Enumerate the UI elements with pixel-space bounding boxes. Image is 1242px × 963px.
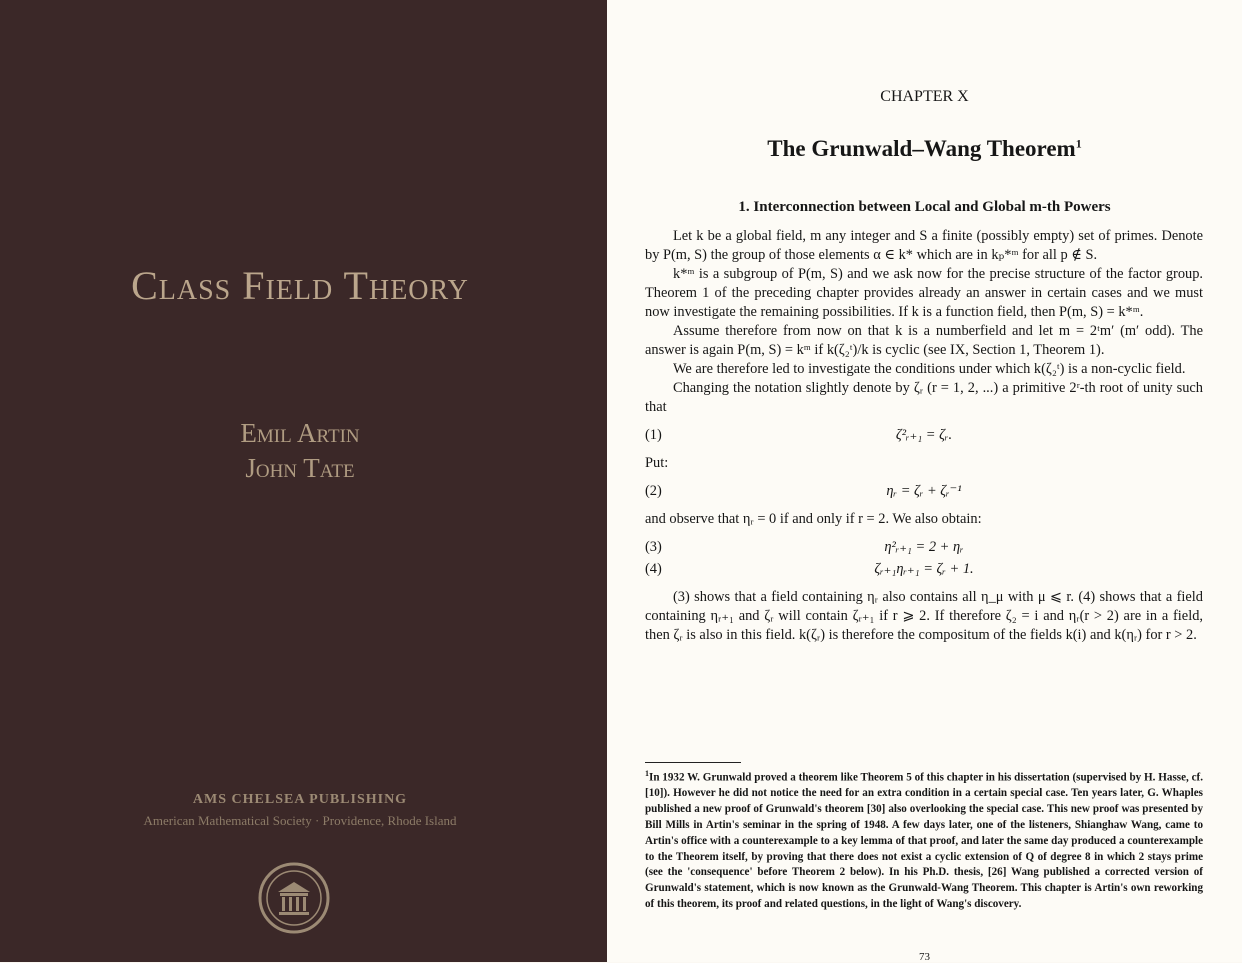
paragraph: (3) shows that a field containing ηᵣ also contains all η_μ with μ ⩽ r. (4) shows that a field containing ηᵣ₊₁ and ζᵣ will contain ζᵣ₊₁ if r ⩾ 2. If therefore ζ₂ = i and ηᵣ(r > 2) are in a field, then ζᵣ is also in this field. k(ζᵣ) is therefore the compositum of the fields k(i) and k(ηᵣ) for r > 2. bbox=[645, 589, 1203, 643]
equation-number: (2) bbox=[645, 483, 662, 499]
footnote-rule bbox=[645, 762, 741, 763]
chapter-title bbox=[607, 136, 1242, 162]
equation-number: (3) bbox=[645, 539, 662, 555]
paragraph: and observe that ηᵣ = 0 if and only if r = 2. We also obtain: bbox=[645, 511, 982, 527]
paragraph: Changing the notation slightly denote by ζᵣ (r = 1, 2, ...) a primitive 2ʳ-th root of unity such that bbox=[645, 380, 1203, 415]
footnote bbox=[645, 766, 1203, 913]
chapter-title-text: The Grunwald–Wang Theorem bbox=[767, 136, 1076, 161]
chapter-label: CHAPTER X bbox=[880, 88, 969, 105]
page-number: 73 bbox=[919, 951, 930, 963]
paragraph: Let k be a global field, m any integer and S a finite (possibly empty) set of primes. Denote by P(m, S) the group of those elements α ∈ k* which are in kₚ*ᵐ for all p ∉ S. bbox=[645, 228, 1203, 263]
ams-seal-icon bbox=[258, 862, 330, 934]
title-footnote-mark: 1 bbox=[1075, 136, 1082, 151]
equation-3 bbox=[645, 538, 1203, 557]
cover-author-1: Emil Artin bbox=[240, 418, 360, 448]
paragraph: Put: bbox=[645, 455, 669, 471]
section-heading: 1. Interconnection between Local and Global m-th Powers bbox=[738, 199, 1111, 215]
equation-4 bbox=[645, 560, 1203, 579]
cover-author-2: John Tate bbox=[245, 453, 355, 483]
paragraph: k*ᵐ is a subgroup of P(m, S) and we ask now for the precise structure of the factor group. Theorem 1 of the preceding chapter provides already an answer in certain cases and we must now investigate the remaining possibilities. If k is a function field, then P(m, S) = k*ᵐ. bbox=[645, 266, 1203, 320]
equation: η²ᵣ₊₁ = 2 + ηᵣ bbox=[884, 539, 964, 555]
equation-number: (4) bbox=[645, 561, 662, 577]
equation: ζ²ᵣ₊₁ = ζᵣ. bbox=[895, 427, 953, 443]
paragraph: We are therefore led to investigate the conditions under which k(ζ₂ᵗ) is a non-cyclic field. bbox=[673, 361, 1186, 377]
footnote-text: In 1932 W. Grunwald proved a theorem like Theorem 5 of this chapter in his dissertation (supervised by H. Hasse, cf. [10]). However he did not notice the need for an extra condition in a certain special case. Ten years later, G. Whaples published a new proof of Grunwald's theorem [30] also overlooking the special case. This new proof was presented by Bill Mills in Artin's seminar in the spring of 1948. A few days later, one of the listeners, Shianghaw Wang, came to Artin's office with a counterexample to a key lemma of that proof, and later the same day produced a counterexample to the Theorem itself, by proving that there does not exist a cyclic extension of Q of degree 8 in which 2 stays prime (see the 'consequence' before Theorem 2 below). In his Ph.D. thesis, [26] Wang published a corrected version of Grunwald's statement, which is now known as the Grunwald-Wang Theorem. This chapter is Artin's own reworking of this theorem, its proof and related questions, in the light of Wang's discovery. bbox=[645, 771, 1203, 911]
cover-society: American Mathematical Society · Providence, Rhode Island bbox=[143, 813, 457, 828]
equation-1 bbox=[645, 426, 1203, 445]
equation: ηᵣ = ζᵣ + ζᵣ⁻¹ bbox=[886, 483, 962, 499]
book-cover bbox=[0, 0, 607, 962]
cover-authors bbox=[0, 416, 600, 486]
book-page bbox=[607, 0, 1242, 962]
footnote-mark: 1 bbox=[645, 769, 649, 778]
cover-title: Class Field Theory bbox=[131, 263, 469, 308]
equation-2 bbox=[645, 482, 1203, 501]
paragraph: Assume therefore from now on that k is a numberfield and let m = 2ᵗm′ (m′ odd). The answer is again P(m, S) = kᵐ if k(ζ₂ᵗ)/k is cyclic (see IX, Section 1, Theorem 1). bbox=[645, 323, 1203, 358]
equation: ζᵣ₊₁ηᵣ₊₁ = ζᵣ + 1. bbox=[874, 561, 974, 577]
equation-number: (1) bbox=[645, 427, 662, 443]
body-text bbox=[645, 227, 1203, 645]
cover-publisher: AMS CHELSEA PUBLISHING bbox=[192, 792, 408, 807]
